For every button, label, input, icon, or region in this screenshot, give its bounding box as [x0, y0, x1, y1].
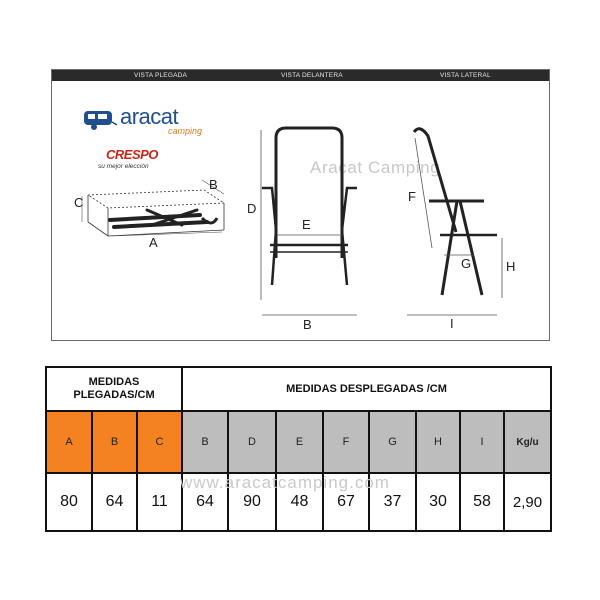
- chair-drawings: [52, 70, 551, 342]
- col-divider: [459, 412, 461, 530]
- brand-aracat-logo: aracat: [120, 104, 179, 129]
- row-divider: [47, 410, 550, 412]
- value-b: 64: [196, 493, 214, 510]
- folded-chair-drawing: [82, 180, 224, 236]
- col-header-f: F: [324, 412, 368, 472]
- col-divider: [415, 412, 417, 530]
- dim-label-i: I: [450, 316, 454, 331]
- col-header-e: E: [277, 412, 322, 472]
- value-weight: 2,90: [512, 493, 543, 511]
- dim-label-e: E: [302, 217, 311, 232]
- col-divider: [181, 368, 183, 530]
- folded-view-label: VISTA PLEGADA: [134, 72, 188, 79]
- col-divider: [275, 412, 277, 530]
- watermark-top: Aracat Camping: [310, 158, 441, 177]
- value-b-folded: 64: [105, 493, 124, 510]
- col-header-c: C: [138, 412, 181, 472]
- value-g: 37: [383, 493, 402, 510]
- col-divider: [136, 412, 138, 530]
- dim-label-b-front: B: [303, 317, 312, 332]
- dim-label-c: C: [74, 195, 84, 210]
- brand-crespo-logo: CRESPO: [106, 147, 158, 162]
- front-view-label: VISTA DELANTERA: [281, 72, 343, 79]
- folded-measures-title: MEDIDAS PLEGADAS/CM: [73, 376, 155, 401]
- col-header-d: D: [229, 412, 275, 472]
- value-f: 67: [337, 493, 355, 510]
- dim-label-h: H: [506, 259, 516, 274]
- dim-label-g: G: [461, 256, 472, 271]
- dim-label-a: A: [149, 235, 158, 250]
- unfolded-measures-title: MEDIDAS DESPLEGADAS /CM: [286, 382, 447, 395]
- col-divider: [227, 412, 229, 530]
- col-header-b: B: [183, 412, 227, 472]
- watermark-bottom: www.aracatcamping.com: [180, 473, 390, 492]
- value-d: 90: [243, 493, 261, 510]
- value-h: 30: [429, 493, 447, 510]
- dim-label-d: D: [247, 201, 257, 216]
- col-header-weight: Kg/u: [505, 412, 550, 472]
- value-i: 58: [473, 493, 491, 510]
- value-e: 48: [290, 493, 309, 510]
- value-a: 80: [60, 493, 78, 510]
- col-divider: [91, 412, 93, 530]
- col-header-b-folded: B: [93, 412, 136, 472]
- brand-crespo-tagline: su mejor elección: [98, 163, 149, 170]
- measurements-table: [45, 366, 552, 532]
- col-header-i: I: [461, 412, 503, 472]
- col-divider: [322, 412, 324, 530]
- col-divider: [368, 412, 370, 530]
- dim-label-f: F: [408, 189, 416, 204]
- col-header-g: G: [370, 412, 415, 472]
- diagram-panel: [51, 69, 550, 341]
- side-chair-drawing: [407, 129, 502, 315]
- col-header-h: H: [417, 412, 459, 472]
- dim-label-b-folded: B: [209, 177, 218, 192]
- value-c: 11: [151, 493, 168, 510]
- side-view-label: VISTA LATERAL: [440, 72, 491, 79]
- col-header-a: A: [47, 412, 91, 472]
- brand-camping-text: camping: [168, 126, 203, 136]
- col-divider: [503, 412, 505, 530]
